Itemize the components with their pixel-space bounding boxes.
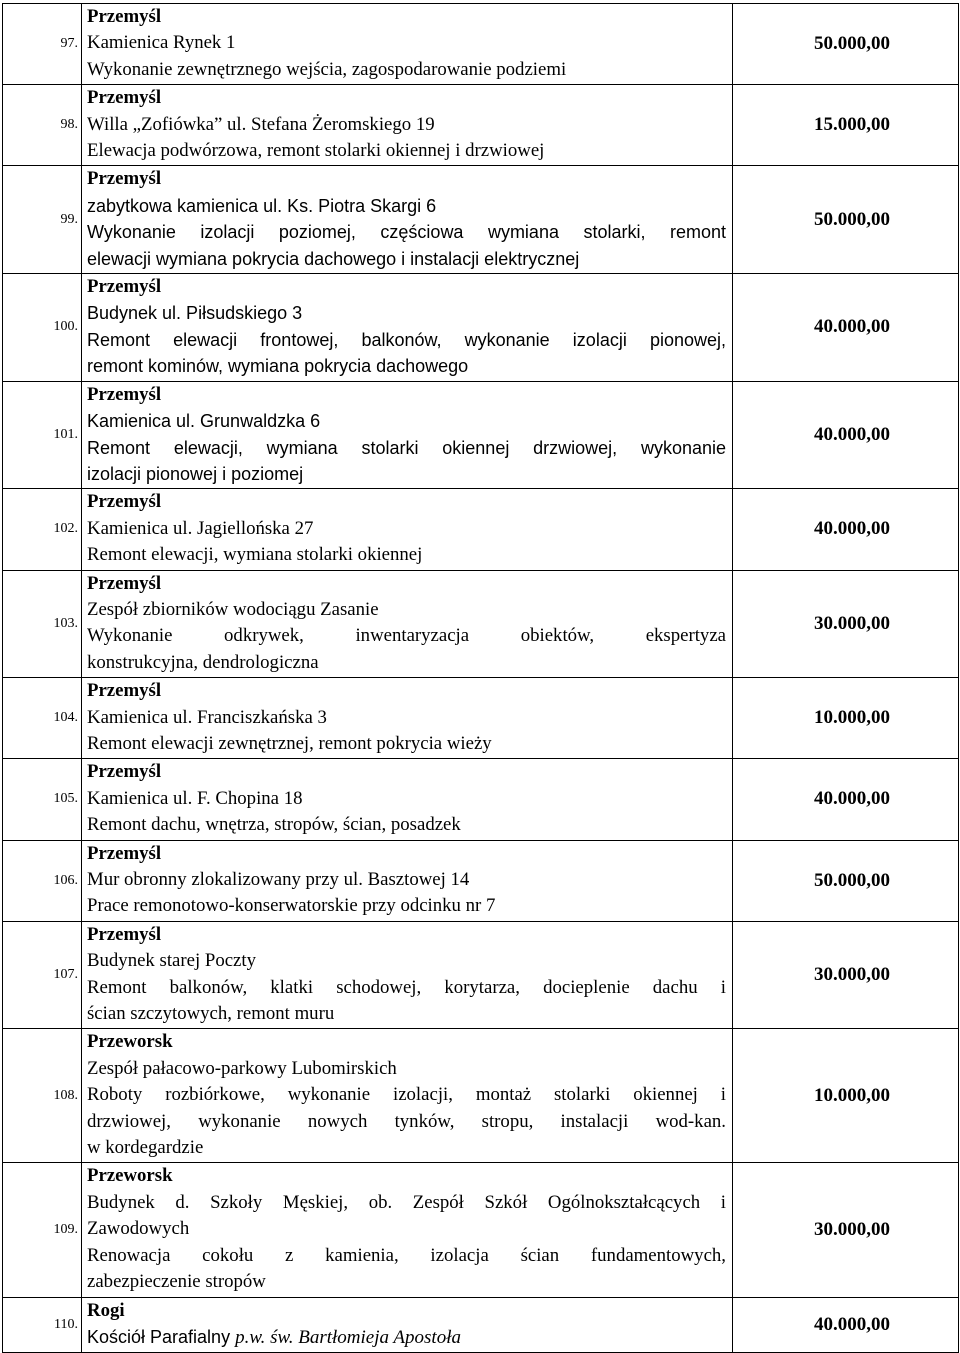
- row-number: 97.: [3, 4, 82, 85]
- description-line: [87, 516, 726, 542]
- row-description: [82, 921, 733, 1029]
- table-row: [3, 759, 959, 840]
- description-text: Remont elewacji zewnętrznej, remont pokrycia wieży: [87, 732, 492, 754]
- row-description: [82, 1029, 733, 1163]
- row-number: 104.: [3, 678, 82, 759]
- description-line: [87, 408, 726, 434]
- description-line: [87, 193, 726, 219]
- city-name: Przemyśl: [87, 842, 162, 864]
- description-line: [87, 112, 726, 138]
- city-name: Przemyśl: [87, 923, 162, 945]
- row-number: 100.: [3, 274, 82, 382]
- description-text: Kamienica Rynek 1: [87, 32, 236, 54]
- description-line: [87, 623, 726, 649]
- row-description: [82, 166, 733, 274]
- description-line: [87, 1243, 726, 1269]
- city-name: Przemyśl: [87, 87, 162, 109]
- description-line: [87, 867, 726, 893]
- description-text: Zespół pałacowo-parkowy Lubomirskich: [87, 1057, 397, 1079]
- table-row: [3, 166, 959, 274]
- city-name: Przemyśl: [87, 383, 162, 405]
- description-line: [87, 812, 726, 838]
- grant-amount: 30.000,00: [733, 570, 959, 678]
- description-text: Willa „Zofiówka” ul. Stefana Żeromskiego 19: [87, 113, 435, 135]
- city-name: Przemyśl: [87, 761, 162, 783]
- description-text: Wykonanie zewnętrznego wejścia, zagospodarowanie podziemi: [87, 58, 567, 80]
- row-number: 110.: [3, 1297, 82, 1353]
- table-row: [3, 570, 959, 678]
- table-row: [3, 85, 959, 166]
- description-line: [87, 731, 726, 757]
- row-description: [82, 489, 733, 570]
- row-description: [82, 1297, 733, 1353]
- description-line: [87, 1190, 726, 1216]
- description-line: [87, 1216, 726, 1242]
- city-name: Rogi: [87, 1299, 125, 1321]
- description-line: [87, 1109, 726, 1135]
- description-text: Roboty rozbiórkowe, wykonanie izolacji, montaż stolarki okiennej i: [87, 1084, 726, 1106]
- description-line: [87, 1056, 726, 1082]
- description-line: [87, 246, 726, 272]
- row-number: 99.: [3, 166, 82, 274]
- description-text: izolacji pionowej i poziomej: [87, 463, 304, 484]
- row-number: 109.: [3, 1163, 82, 1297]
- description-text: elewacji wymiana pokrycia dachowego i instalacji elektrycznej: [87, 248, 580, 269]
- description-text: Kościół Parafialny: [87, 1326, 236, 1347]
- city-name: Przemyśl: [87, 6, 162, 27]
- description-text: zabezpieczenie stropów: [87, 1271, 266, 1293]
- description-line: [87, 327, 726, 353]
- description-line: [87, 219, 726, 245]
- row-number: 108.: [3, 1029, 82, 1163]
- grant-amount: 30.000,00: [733, 921, 959, 1029]
- description-line: [87, 975, 726, 1001]
- description-text: Kamienica ul. Grunwaldzka 6: [87, 411, 321, 432]
- description-line: [87, 1082, 726, 1108]
- table-row: [3, 1163, 959, 1297]
- grant-amount: 10.000,00: [733, 1029, 959, 1163]
- table-row: [3, 274, 959, 382]
- grant-amount: 40.000,00: [733, 759, 959, 840]
- description-text: Budynek d. Szkoły Męskiej, ob. Zespół Szkół Ogólnokształcących i: [87, 1191, 726, 1213]
- row-number: 102.: [3, 489, 82, 570]
- description-text: Zawodowych: [87, 1218, 190, 1240]
- city-name: Przemyśl: [87, 572, 162, 594]
- description-line: [87, 138, 726, 164]
- row-description: [82, 759, 733, 840]
- city-name: Przemyśl: [87, 491, 162, 513]
- row-description: [82, 1163, 733, 1297]
- row-number: 107.: [3, 921, 82, 1029]
- city-name: Przeworsk: [87, 1031, 173, 1053]
- row-number: 103.: [3, 570, 82, 678]
- table-row: [3, 921, 959, 1029]
- city-name: Przemyśl: [87, 276, 162, 298]
- description-text: zabytkowa kamienica ul. Ks. Piotra Skargi 6: [87, 195, 437, 216]
- description-text: remont kominów, wymiana pokrycia dachowego: [87, 356, 469, 377]
- grant-amount: 50.000,00: [733, 4, 959, 85]
- description-line: [87, 1001, 726, 1027]
- dedication-text: p.w. św. Bartłomieja Apostoła: [235, 1326, 461, 1348]
- city-name: Przemyśl: [87, 680, 162, 702]
- grant-amount: 40.000,00: [733, 274, 959, 382]
- city-name: Przeworsk: [87, 1165, 173, 1187]
- grant-amount: 50.000,00: [733, 166, 959, 274]
- description-line: [87, 435, 726, 461]
- description-line: [87, 786, 726, 812]
- description-text: Wykonanie odkrywek, inwentaryzacja obiektów, ekspertyza: [87, 625, 726, 647]
- grant-amount: 50.000,00: [733, 840, 959, 921]
- description-text: Elewacja podwórzowa, remont stolarki okiennej i drzwiowej: [87, 140, 545, 162]
- row-number: 106.: [3, 840, 82, 921]
- description-text: Remont balkonów, klatki schodowej, korytarza, docieplenie dachu i: [87, 976, 726, 998]
- description-line: [87, 893, 726, 919]
- row-number: 98.: [3, 85, 82, 166]
- description-line: [87, 353, 726, 379]
- description-line: [87, 650, 726, 676]
- grant-amount: 40.000,00: [733, 1297, 959, 1353]
- description-line: [87, 1324, 726, 1351]
- table-row: [3, 489, 959, 570]
- row-description: [82, 381, 733, 489]
- table-row: [3, 1029, 959, 1163]
- table-row: [3, 381, 959, 489]
- description-text: konstrukcyjna, dendrologiczna: [87, 651, 319, 673]
- description-text: drzwiowej, wykonanie nowych tynków, stropu, instalacji wod-kan.: [87, 1110, 726, 1132]
- description-text: Remont elewacji, wymiana stolarki okiennej: [87, 544, 423, 566]
- description-line: [87, 461, 726, 487]
- row-description: [82, 678, 733, 759]
- description-text: Kamienica ul. F. Chopina 18: [87, 787, 303, 809]
- description-text: w kordegardzie: [87, 1137, 204, 1159]
- description-line: [87, 705, 726, 731]
- row-description: [82, 4, 733, 85]
- description-line: [87, 1269, 726, 1295]
- description-line: [87, 30, 726, 56]
- description-text: Kamienica ul. Jagiellońska 27: [87, 517, 314, 539]
- grant-amount: 30.000,00: [733, 1163, 959, 1297]
- description-text: Remont elewacji, wymiana stolarki okiennej drzwiowej, wykonanie: [87, 437, 726, 458]
- description-line: [87, 1135, 726, 1161]
- row-number: 101.: [3, 381, 82, 489]
- table-row: [3, 678, 959, 759]
- table-row: [3, 4, 959, 85]
- grant-amount: 40.000,00: [733, 381, 959, 489]
- description-text: Remont elewacji frontowej, balkonów, wykonanie izolacji pionowej,: [87, 329, 726, 350]
- description-text: Zespół zbiorników wodociągu Zasanie: [87, 598, 379, 620]
- table-row: [3, 840, 959, 921]
- row-number: 105.: [3, 759, 82, 840]
- description-text: Wykonanie izolacji poziomej, częściowa wymiana stolarki, remont: [87, 222, 726, 243]
- description-line: [87, 300, 726, 326]
- row-description: [82, 274, 733, 382]
- grant-amount: 40.000,00: [733, 489, 959, 570]
- city-name: Przemyśl: [87, 168, 162, 190]
- grant-amount: 10.000,00: [733, 678, 959, 759]
- grant-amount: 15.000,00: [733, 85, 959, 166]
- row-description: [82, 85, 733, 166]
- description-text: Budynek starej Poczty: [87, 950, 256, 972]
- row-description: [82, 840, 733, 921]
- grants-table: [2, 3, 959, 1353]
- table-row: [3, 1297, 959, 1353]
- row-description: [82, 570, 733, 678]
- description-text: Renowacja cokołu z kamienia, izolacja ścian fundamentowych,: [87, 1244, 726, 1266]
- description-text: Mur obronny zlokalizowany przy ul. Basztowej 14: [87, 869, 470, 890]
- description-text: Remont dachu, wnętrza, stropów, ścian, posadzek: [87, 814, 461, 836]
- description-line: [87, 948, 726, 974]
- description-text: Prace remonotowo-konserwatorskie przy odcinku nr 7: [87, 895, 496, 917]
- grants-table-body: [3, 4, 959, 1353]
- description-line: [87, 57, 726, 83]
- description-text: ścian szczytowych, remont muru: [87, 1003, 335, 1025]
- description-text: Kamienica ul. Franciszkańska 3: [87, 706, 327, 728]
- description-text: Budynek ul. Piłsudskiego 3: [87, 303, 303, 324]
- description-line: [87, 542, 726, 568]
- description-line: [87, 597, 726, 623]
